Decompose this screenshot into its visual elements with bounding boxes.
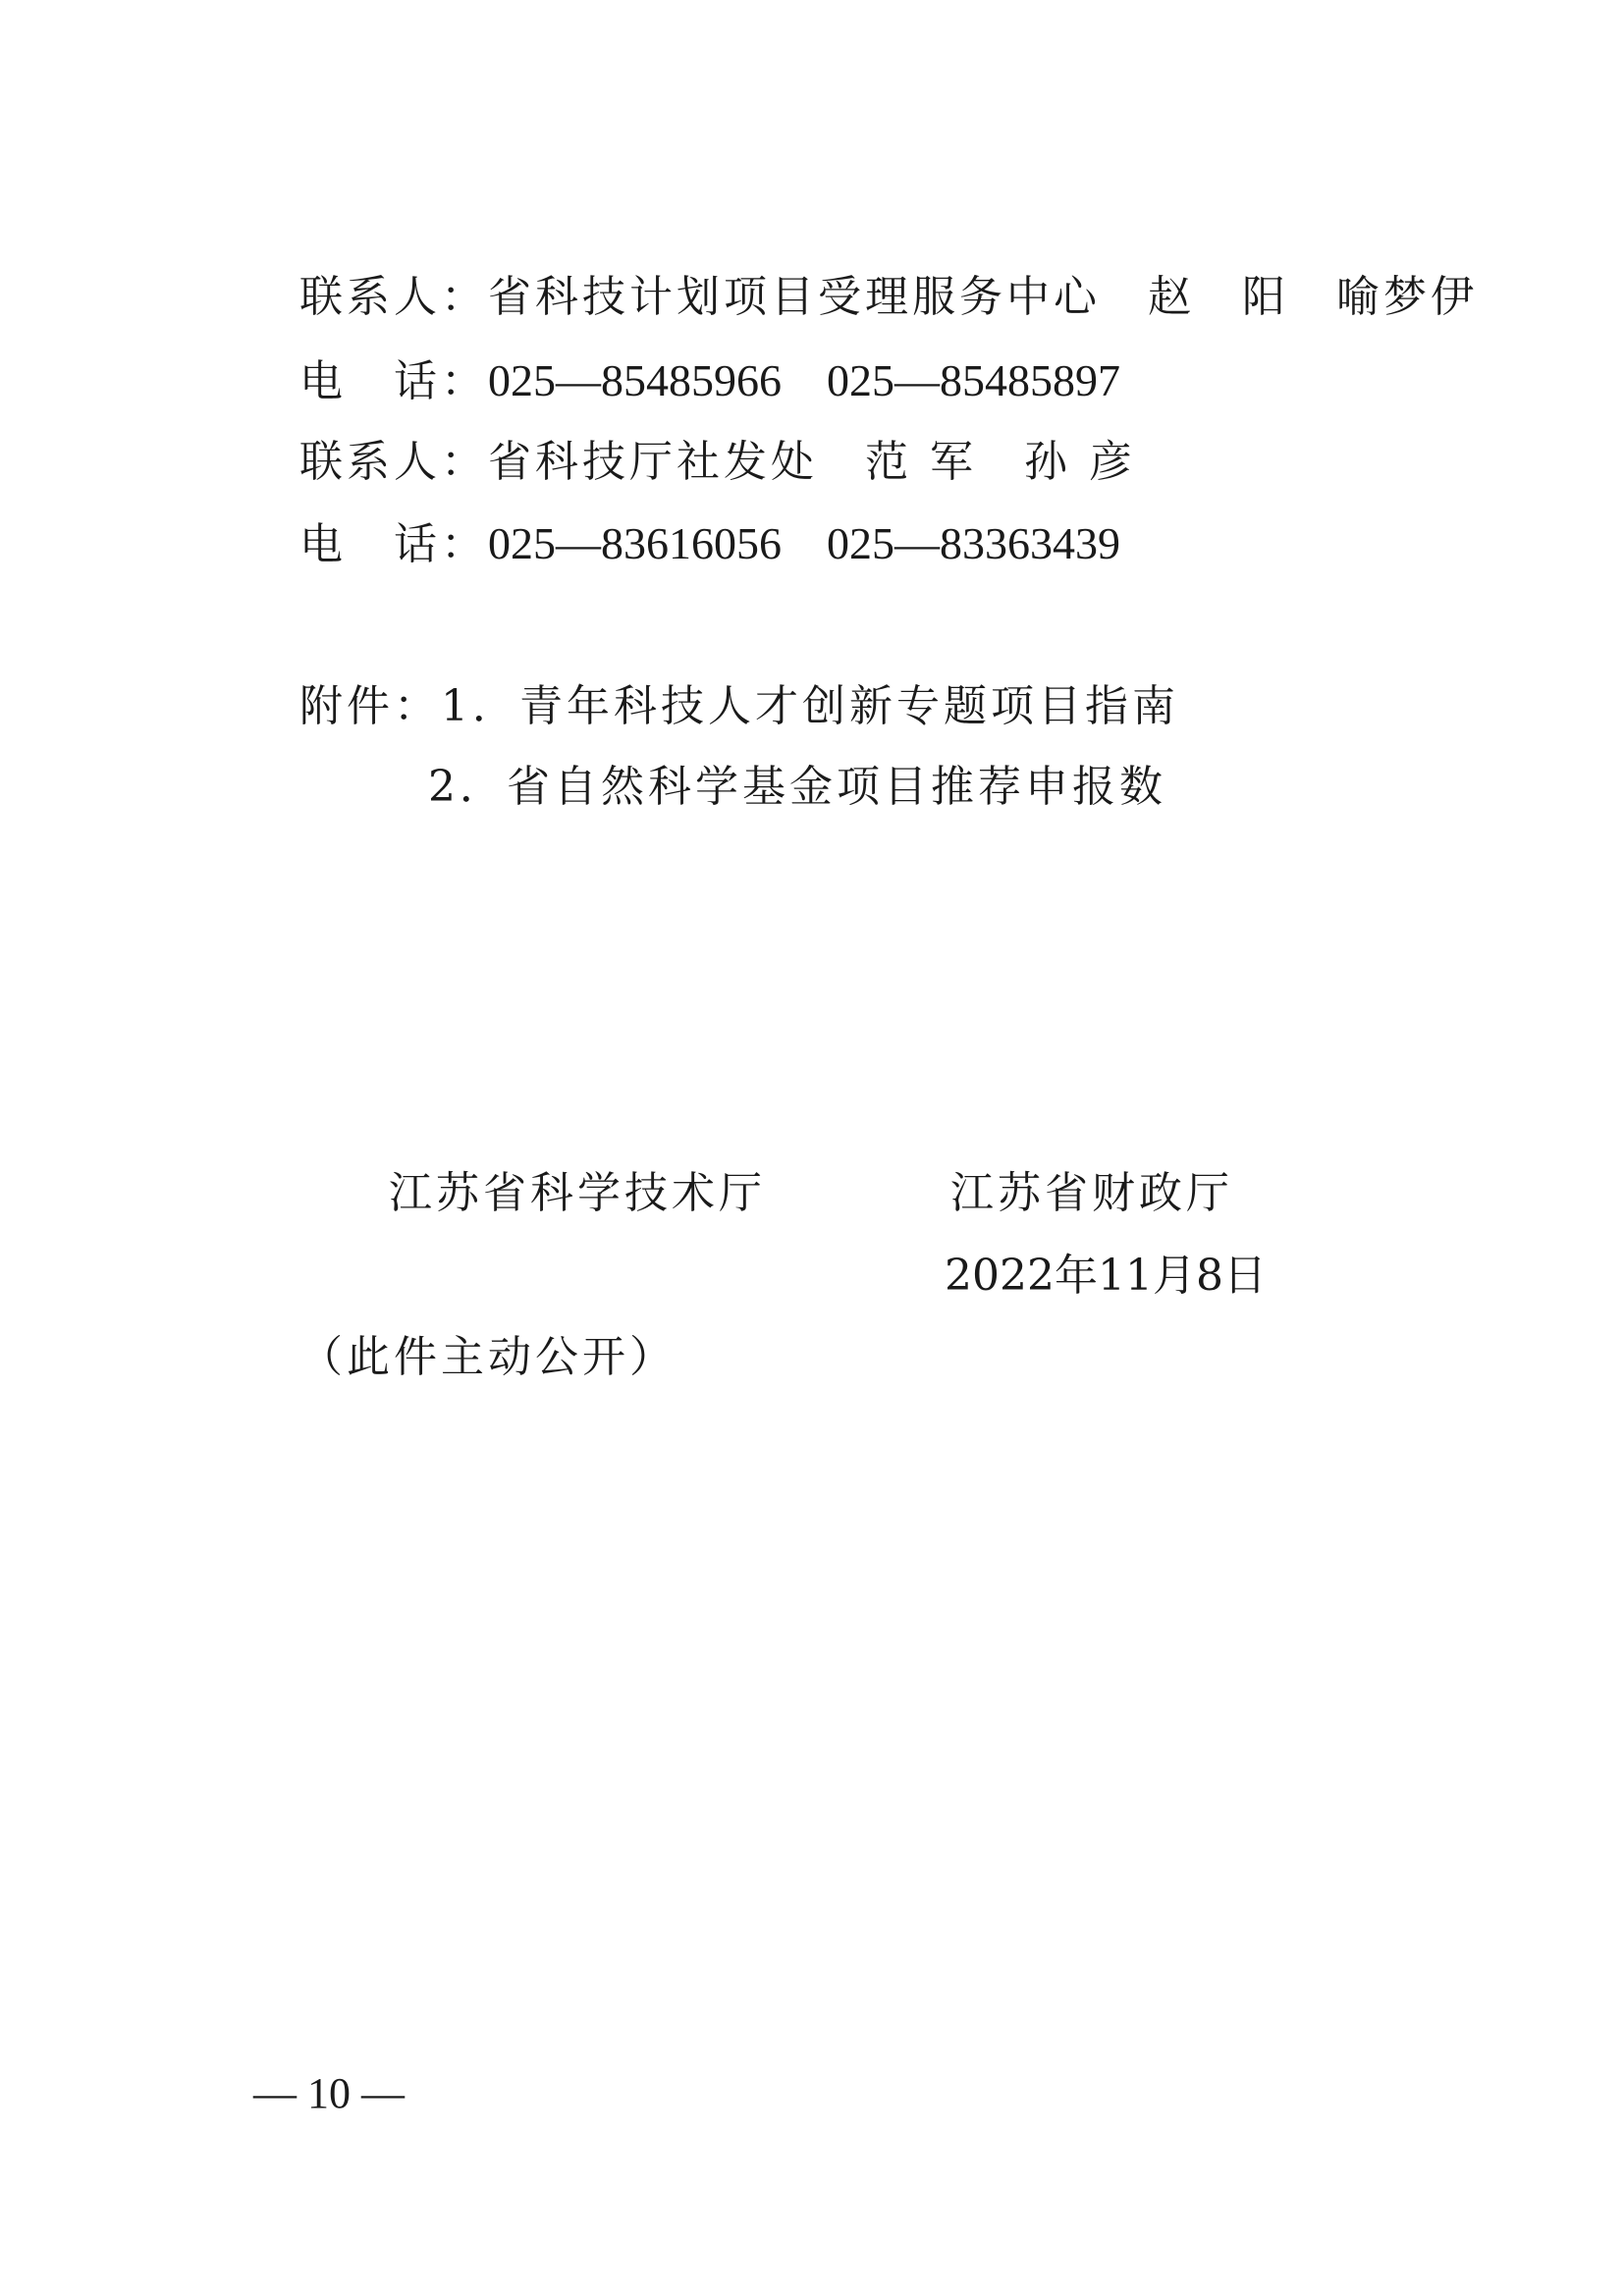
contact-value: 省科技厅社发处 范 军 孙 彦 (488, 437, 1136, 487)
page-number: — 10 — (253, 2069, 405, 2117)
contact-line-2 (299, 433, 1136, 492)
disclosure-note: （此件主动公开） (299, 1332, 677, 1382)
contact-value: 省科技计划项目受理服务中心 赵 阳 喻梦伊 (488, 272, 1478, 322)
signature-org-1: 江苏省科学技术厅 (389, 1168, 766, 1218)
contact-line-1 (299, 268, 1478, 327)
contact-label: 联系人： (299, 437, 488, 487)
phone-label: 电 话： (299, 519, 488, 569)
attachment-line-2 (428, 758, 1166, 817)
phone-value: 025—85485966 025—85485897 (488, 355, 1120, 405)
attachment-line-1 (299, 677, 1179, 736)
attachment-label: 附件： (299, 681, 441, 731)
attachment-item: 1．青年科技人才创新专题项目指南 (441, 681, 1179, 731)
contact-label: 联系人： (299, 272, 488, 322)
phone-line-1 (299, 351, 1120, 411)
phone-line-2 (299, 514, 1120, 574)
signature-date: 2022年11月8日 (945, 1251, 1267, 1301)
phone-value: 025—83616056 025—83363439 (488, 518, 1120, 568)
phone-label: 电 话： (299, 356, 488, 406)
signature-org-2: 江苏省财政厅 (950, 1168, 1233, 1218)
attachment-item: 2．省自然科学基金项目推荐申报数 (428, 762, 1166, 812)
